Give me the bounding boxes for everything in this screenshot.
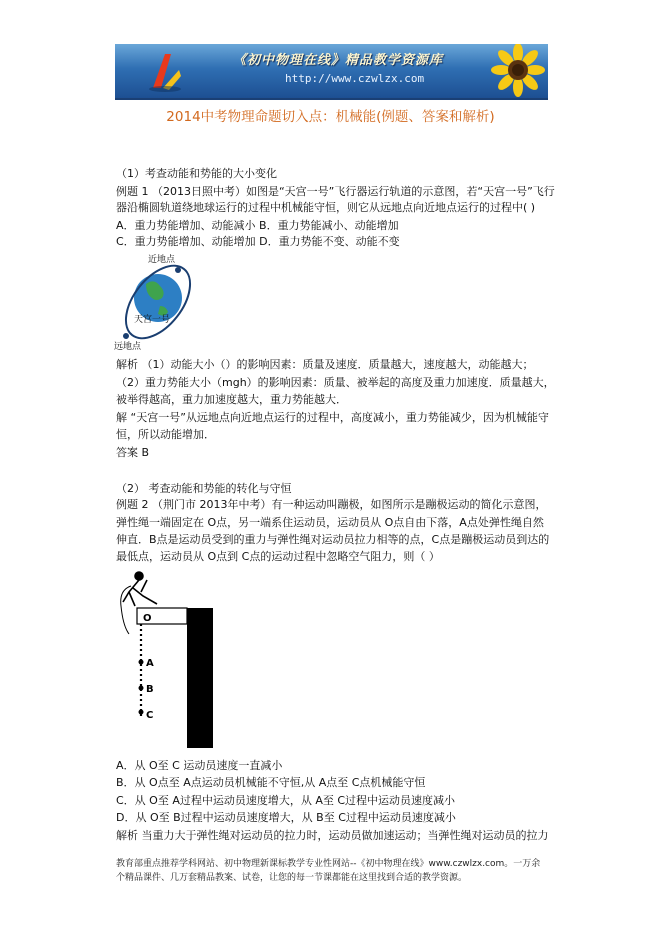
example1-text-line2: 器沿椭圆轨道绕地球运行的过程中机械能守恒，则它从远地点向近地点运行的过程中( ) <box>116 201 536 214</box>
analysis1-line3: 被举得越高，重力加速度越大，重力势能越大． <box>116 393 347 406</box>
header-banner <box>115 44 548 100</box>
tower-wall <box>187 608 213 748</box>
footer-line2: 个精品课件、几万套精品教案、试卷，让您的每一节课都能在这里找到合适的教学资源。 <box>116 873 468 883</box>
analysis1-line1: 解析 （1）动能大小（）的影响因素：质量及速度．质量越大，速度越大，动能越大； <box>116 358 534 371</box>
satellite-label: 天宫一号 <box>134 315 171 325</box>
example1-text-line1: 例题 1 （2013日照中考）如图是“天宫一号”飞行器运行轨道的示意图，若“天宫一号”飞行 <box>116 185 555 198</box>
section1-heading: （1）考查动能和势能的大小变化 <box>116 167 277 180</box>
example2-text-line3: 伸直．B点是运动员受到的重力与弹性绳对运动员拉力相等的点，C点是蹦极运动员到达的 <box>116 533 550 546</box>
page-footer <box>116 857 540 885</box>
perigee-label: 近地点 <box>148 255 176 265</box>
answer1: 答案 B <box>116 446 150 459</box>
footer-line1: 教育部重点推荐学科网站、初中物理新课标教学专业性网站--《初中物理在线》www.czwlzx.com。一万余 <box>116 859 541 869</box>
example2-option-c: C．从 O至 A过程中运动员速度增大，从 A至 C过程中运动员速度减小 <box>116 794 456 807</box>
jumper-figure-icon <box>121 572 157 634</box>
example1-option-cd: C．重力势能增加、动能增加 D．重力势能不变、动能不变 <box>116 235 400 248</box>
example2-option-d: D．从 O至 B过程中运动员速度增大，从 B至 C过程中运动员速度减小 <box>116 811 456 824</box>
point-b-label: B <box>146 684 154 695</box>
orbit-diagram <box>112 252 196 352</box>
example2-text-line2: 弹性绳一端固定在 O点，另一端系住运动员，运动员从 O点自由下落，A点处弹性绳自然 <box>116 516 544 529</box>
sunflower-icon <box>478 44 548 98</box>
analysis1-line4: 解 “天宫一号”从远地点向近地点运行的过程中，高度减小，重力势能减少，因为机械能守 <box>116 411 549 424</box>
example2-option-b: B．从 O点至 A点运动员机械能不守恒,从 A点至 C点机械能守恒 <box>116 776 426 789</box>
example1-option-ab: A．重力势能增加、动能减小 B．重力势能减小、动能增加 <box>116 219 399 232</box>
analysis2-line1: 解析 当重力大于弹性绳对运动员的拉力时，运动员做加速运动；当弹性绳对运动员的拉力 <box>116 829 549 842</box>
point-o-label: O <box>143 613 152 624</box>
apogee-label: 远地点 <box>114 342 142 352</box>
example2-text-line1: 例题 2 （荆门市 2013年中考）有一种运动叫蹦极，如图所示是蹦极运动的简化示意图， <box>116 498 547 511</box>
point-c-label: C <box>146 710 154 721</box>
banner-url: http://www.czwlzx.com <box>285 72 425 85</box>
point-a-label: A <box>146 658 154 669</box>
section2-heading: （2） 考查动能和势能的转化与守恒 <box>116 482 292 495</box>
bungee-diagram <box>117 570 217 748</box>
example2-option-a: A．从 O至 C 运动员速度一直减小 <box>116 759 283 772</box>
site-logo-icon <box>145 48 185 94</box>
document-title: 2014中考物理命题切入点：机械能(例题、答案和解析) <box>166 109 495 125</box>
banner-title: 《初中物理在线》精品教学资源库 <box>233 53 444 68</box>
analysis1-line5: 恒，所以动能增加． <box>116 428 215 441</box>
analysis1-line2: （2）重力势能大小（mgh）的影响因素：质量、被举起的高度及重力加速度．质量越大， <box>116 376 555 389</box>
example2-text-line4: 最低点，运动员从 O点到 C点的运动过程中忽略空气阻力，则（ ） <box>116 550 440 563</box>
